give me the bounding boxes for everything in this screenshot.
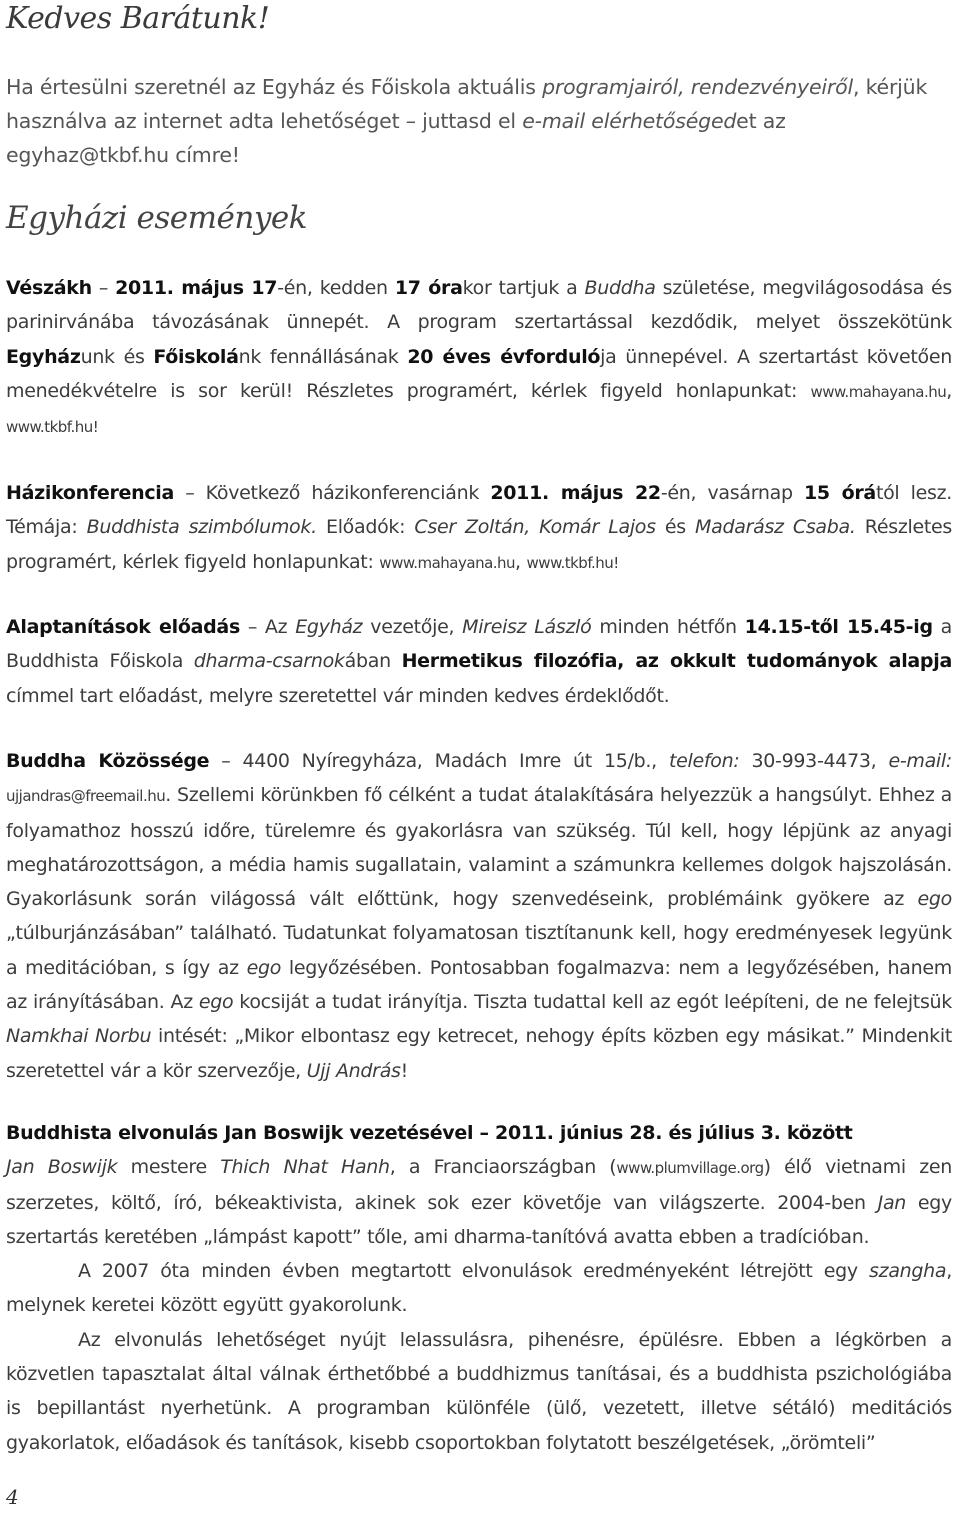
website-link[interactable]: www.mahayana.hu: [379, 553, 516, 572]
website-link[interactable]: www.tkbf.hu!: [6, 418, 99, 437]
event-heading: Házikonferencia: [6, 482, 175, 504]
kozosseg-paragraph: Buddha Közössége – 4400 Nyíregyháza, Madách Imre út 15/b., telefon: 30-993-4473, e-mail: ujjandras@freemail.hu. Szellemi körünkben fő célként a tudat átalakítására helyezzük a hangsúlyt. Ehhez a folyamathoz hosszú időre, türelemre és gyakorlásra van szükség. Túl kell, hogy lépjünk az anyagi meghatározottságon, a média hamis sugallatain, valamint a számunkra kellemes dolgok hajszolásán. Gyakorlásunk során világossá vált előttünk, hogy szenvedéseink, problémáink gyökere az ego „túlburjánzásában” található. Tudatunkat folyamatosan tisztítanunk kell, hogy eredményesek legyünk a meditációban, s így az ego legyőzésében. Pontosabban fogalmazva: nem a legyőzésében, hanem az irányításában. Az ego kocsiját a tudat irányítja. Tiszta tudattal kell az egót leépíteni, de ne felejtsük Namkhai Norbu intését: „Mikor elbontasz egy ketrecet, nehogy építs közben egy másikat.” Mindenkit szeretettel vár a kör szervezője, Ujj András!: [6, 750, 952, 1082]
haziconf-paragraph: Házikonferencia – Következő házikonferenciánk 2011. május 22-én, vasárnap 15 órától lesz. Témája: Buddhista szimbólumok. Előadók: Cser Zoltán, Komár Lajos és Madarász Csaba. Részletes programért, kérlek figyeld honlapunkat: www.mahayana.hu, www.tkbf.hu!: [6, 482, 952, 573]
elvonulas-paragraph-3: Az elvonulás lehetőséget nyújt lelassulásra, pihenésre, épülésre. Ebben a légkörben a közvetlen tapasztalat által válnak érthetőbbé a buddhizmus tanításai, és a buddhista pszichológiába is bepillantást nyerhetünk. A programban különféle (ülő, vezetett, illetve sétáló) meditációs gyakorlatok, előadások és tanítások, kisebb csoportokban folytatott beszélgetések, „örömteli”: [6, 1328, 952, 1454]
page-title: Kedves Barátunk!: [6, 1, 270, 36]
event-heading: Vészákh: [6, 277, 92, 299]
elvonulas-section: [6, 1116, 952, 1460]
intro-text: Ha értesülni szeretnél az Egyház és Főiskola aktuális: [6, 75, 543, 99]
website-link[interactable]: www.tkbf.hu!: [526, 553, 619, 572]
email-link[interactable]: ujjandras@freemail.hu: [6, 787, 166, 806]
intro-text: , kérjük használva az internet adta lehetőséget – juttasd el: [6, 75, 928, 133]
elvonulas-paragraph-2: A 2007 óta minden évben megtartott elvonulások eredményeként létrejött egy szangha, melynek keretei között együtt gyakorolunk.: [6, 1260, 952, 1317]
veszakh-paragraph: Vészákh – 2011. május 17-én, kedden 17 órakor tartjuk a Buddha születése, megvilágosodása és parinirvánába távozásának ünnepét. A program szertartással kezdődik, melyet összekötünk Egyházunk és Főiskolánk fennállásának 20 éves évfordulója ünnepével. A szertartást követően menedékvételre is sor kerül! Részletes programért, kérlek figyeld honlapunkat: www.mahayana.hu, www.tkbf.hu!: [6, 277, 952, 437]
website-link[interactable]: www.mahayana.hu: [810, 382, 947, 401]
alaptanitasok-paragraph: Alaptanítások előadás – Az Egyház vezetője, Mireisz László minden hétfőn 14.15-től 15.45-ig a Buddhista Főiskola dharma-csarnokában Hermetikus filozófia, az okkult tudományok alapja címmel tart előadást, melyre szeretettel vár minden kedves érdeklődőt.: [6, 616, 952, 707]
website-link[interactable]: www.plumvillage.org: [616, 1159, 764, 1178]
elvonulas-paragraph-1: Jan Boswijk mestere Thich Nhat Hanh, a Franciaországban (www.plumvillage.org) élő vietnami zen szerzetes, költő, író, békeaktivista, akinek sok ezer követője van világszerte. 2004-ben Jan egy szertartás keretében „lámpást kapott” tőle, ami dharma-tanítóvá avatta ebben a tradícióban.: [6, 1156, 952, 1248]
section-title: Egyházi események: [6, 200, 307, 236]
elvonulas-heading: Buddhista elvonulás Jan Boswijk vezetésével – 2011. június 28. és július 3. között: [6, 1122, 853, 1144]
event-heading: Alaptanítások előadás: [6, 616, 240, 638]
intro-italic: e-mail elérhetőséged: [522, 109, 737, 133]
intro-italic: programjairól, rendezvényeiről: [542, 75, 853, 99]
intro-paragraph: [6, 70, 954, 172]
event-heading: Buddha Közössége: [6, 750, 210, 772]
page-number: 4: [6, 1485, 19, 1509]
intro-text: et az egyhaz@tkbf.hu címre!: [6, 109, 786, 167]
